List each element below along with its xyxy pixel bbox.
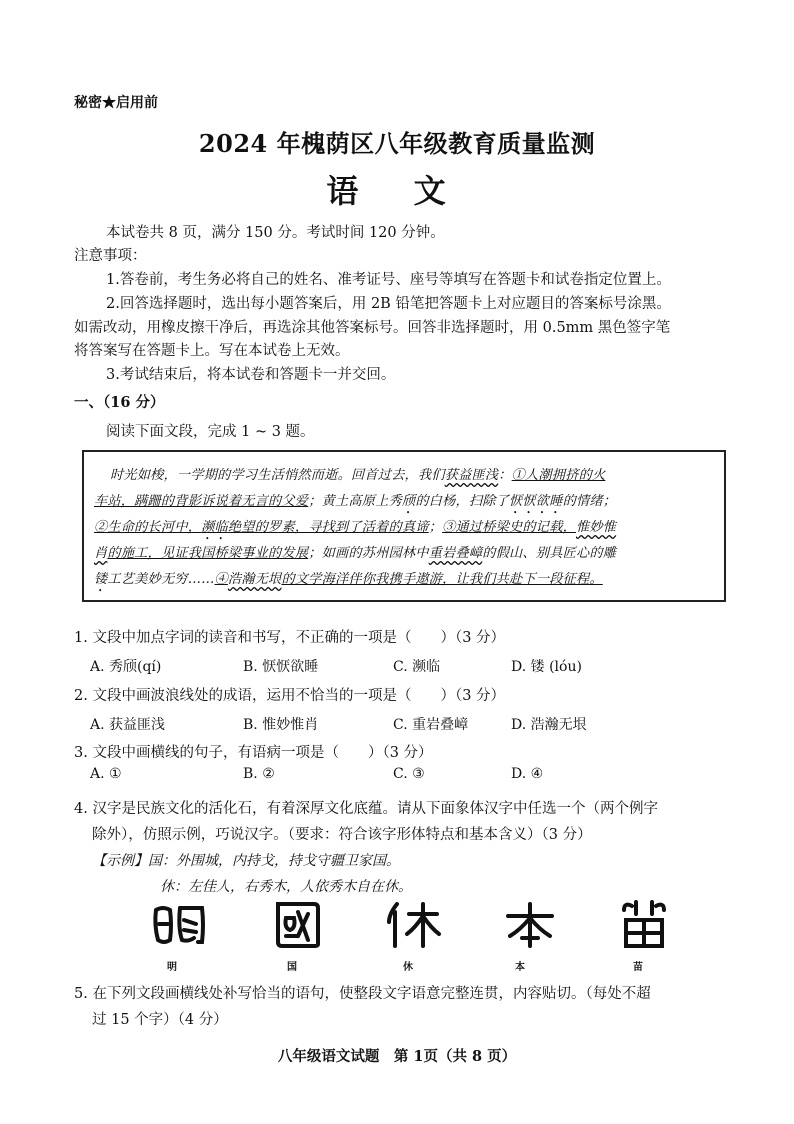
caption-xiu: 休 [403,962,413,973]
q4-example-2: 休：左佳人，右秀木，人依秀木自在休。 [160,879,412,895]
q2-option-d: D. 浩瀚无垠 [511,717,587,733]
q2-option-b: B. 惟妙惟肖 [243,717,319,733]
caption-ben: 本 [515,962,525,973]
caption-miao: 苗 [633,962,643,973]
seal-char-ming-icon [150,900,210,950]
dotted-char-lou: 镂 [94,572,108,587]
sentence-1: ①人潮拥挤的火 [511,468,606,483]
passage-line-3: ②生命的长河中，濒临绝望的罗素，寻找到了活着的真谛；③通过桥梁史的记载，惟妙惟 [94,520,617,535]
notice-2c: 将答案写在答题卡上。写在本试卷上无效。 [74,343,350,359]
exam-title: 2024 年槐荫区八年级教育质量监测 [198,129,596,158]
q1-option-a: A. 秀颀(qí) [90,659,162,675]
idiom-3: 重岩叠嶂 [428,546,483,561]
page-footer: 八年级语文试题 第 1页（共 8 页） [277,1048,517,1065]
notice-2b: 如需改动，用橡皮擦干净后，再选涂其他答案标号。回答非选择题时，用 0.5mm 黑色签字笔 [74,320,671,336]
notice-heading: 注意事项： [74,248,147,264]
seal-char-miao-icon [614,900,674,950]
dotted-word-yanyan: 恹恹欲睡 [509,494,563,509]
dotted-word-binlin: 濒临 [201,520,228,535]
question-5-line-2: 过 15 个字）（4 分） [92,1012,228,1028]
q1-option-d: D. 镂 (lóu) [511,659,582,675]
q2-option-c: C. 重岩叠嶂 [393,717,469,733]
dotted-char-qi: 颀 [401,494,416,509]
notice-3: 3.考试结束后，将本试卷和答题卡一并交回。 [106,367,396,383]
confidential-mark: 秘密★启用前 [74,95,158,111]
caption-guo: 国 [287,962,297,973]
notice-2a: 2.回答选择题时，选出每小题答案后，用 2B 铅笔把答题卡上对应题目的答案标号涂黑。 [106,296,671,312]
exam-info: 本试卷共 8 页，满分 150 分。考试时间 120 分钟。 [106,225,445,241]
q3-option-d: D. ④ [511,766,544,782]
question-2: 2. 文段中画波浪线处的成语，运用不恰当的一项是（ ）（3 分） [74,688,506,704]
section-heading: 一、（16 分） [74,394,165,411]
question-5-line-1: 5. 在下列文段画横线处补写恰当的语句，使整段文字语意完整连贯，内容贴切。（每处不超 [74,986,651,1002]
question-4-line-2: 除外），仿照示例，巧说汉字。（要求：符合该字形体特点和基本含义）（3 分） [92,827,592,843]
section-instruction: 阅读下面文段，完成 1 ~ 3 题。 [106,424,315,440]
seal-char-xiu-icon [383,900,443,950]
question-3: 3. 文段中画横线的句子，有语病一项是（ ）（3 分） [74,745,433,761]
q3-option-c: C. ③ [393,766,425,782]
passage-line-2: 车站，蹒跚的背影诉说着无言的父爱；黄土高原上秀颀的白杨，扫除了恹恹欲睡的情绪； [94,494,617,509]
q2-option-a: A. 获益匪浅 [90,717,166,733]
passage-box [82,450,726,602]
idiom-4: 浩瀚无垠 [227,572,282,587]
passage-line-5: 镂工艺美妙无穷……④浩瀚无垠的文学海洋伴你我携手遨游，让我们共赴下一段征程。 [94,572,603,587]
passage-line-4: 肖的施工，见证我国桥梁事业的发展；如画的苏州园林中重岩叠嶂的假山、别具匠心的雕 [94,546,617,561]
notice-1: 1.答卷前，考生务必将自己的姓名、准考证号、座号等填写在答题卡和试卷指定位置上。 [106,272,671,288]
seal-char-ben-icon [500,900,560,950]
q1-option-b: B. 恹恹欲睡 [243,659,319,675]
subject-title: 语 文 [326,172,468,210]
question-1: 1. 文段中加点字词的读音和书写，不正确的一项是（ ）（3 分） [74,630,506,646]
idiom-1: 获益匪浅 [444,468,499,483]
q3-option-a: A. ① [90,766,122,782]
q4-example-1: 【示例】国：外围城，内持戈，持戈守疆卫家国。 [92,853,400,869]
q1-option-c: C. 濒临 [393,659,441,675]
question-4-line-1: 4. 汉字是民族文化的活化石，有着深厚文化底蕴。请从下面象体汉字中任选一个（两个例字 [74,801,658,817]
q3-option-b: B. ② [243,766,275,782]
caption-ming: 明 [167,962,177,973]
seal-char-guo-icon [268,900,328,950]
idiom-2: 惟妙惟 [575,520,617,535]
passage-line-1: 时光如梭，一学期的学习生活悄然而逝。回首过去，我们获益匪浅：①人潮拥挤的火 [110,468,606,483]
